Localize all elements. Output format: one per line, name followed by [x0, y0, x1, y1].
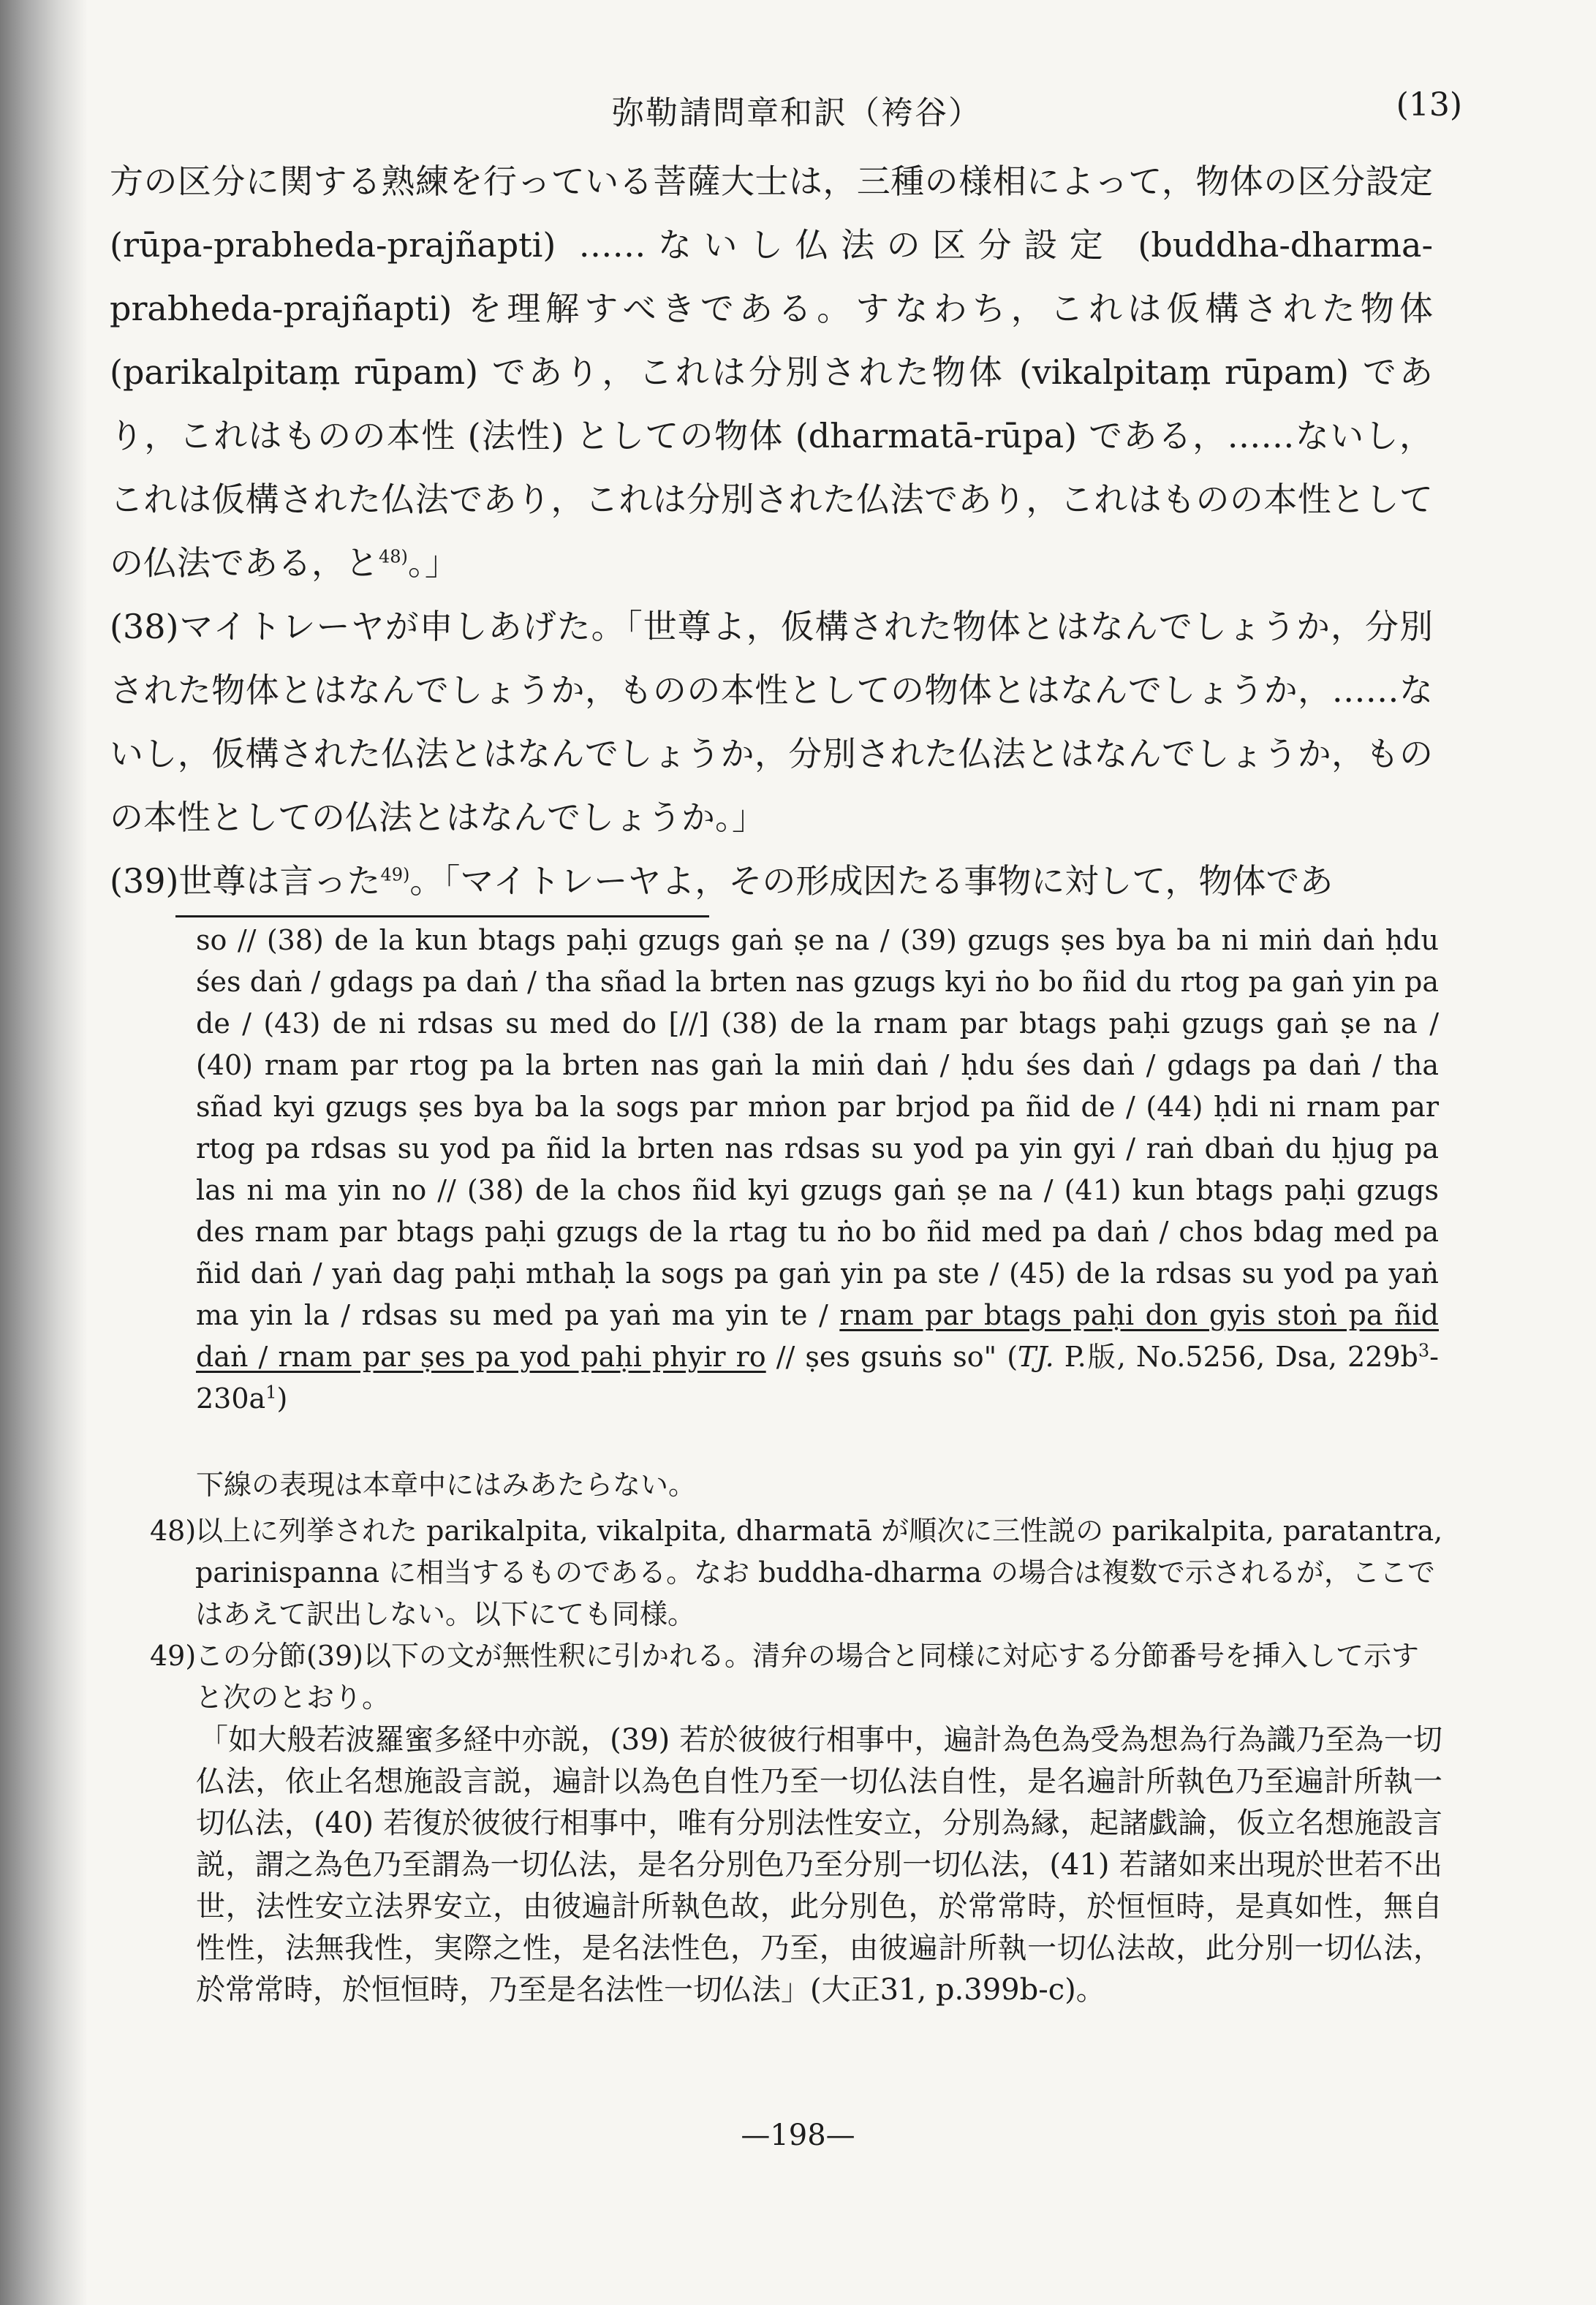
header-page-number: (13): [1396, 86, 1462, 124]
footnote-number: 48): [150, 1515, 197, 1547]
footnote-text: 以上に列挙された parikalpita, vikalpita, dharmatā が順次に三性説の parikalpita, paratantra, parinispanna に相当するものである。なお buddha-dharma の場合は複数で示されるが，ここではあえて訳出しない。以下にても同様。: [195, 1515, 1443, 1630]
footnote-text: この分節(39)以下の文が無性釈に引かれる。清弁の場合と同様に対応する分節番号を挿入して示すと次のとおり。: [195, 1640, 1420, 1714]
main-paragraph-39: (39)世尊は言った$^{49)}$。「マイトレーヤよ，その形成因たる事物に対して，物体であ: [110, 861, 1334, 901]
running-title: 弥勒請問章和訳（袴谷）: [612, 94, 982, 132]
page-number-footer: —198—: [741, 2119, 855, 2152]
footnote-ref-49: 49): [380, 864, 410, 885]
chinese-quotation: 「如大般若波羅蜜多経中亦説，(39) 若於彼彼行相事中，遍計為色為受為想為行為識乃至為一切仏法，依止名想施設言説，遍計以為色自性乃至一切仏法自性，是名遍計所執色乃至遍計所執一切仏法，(40) 若復於彼彼行相事中，唯有分別法性安立，分別為縁，起諸戯論，仮立名想施設言説，謂之為色乃至謂為一切仏法，是名分別色乃至分別一切仏法，(41) 若諸如来出現於世若不出世，法性安立法界安立，由彼遍計所執色故，此分別色，於常常時，於恒恒時，是真如性，無自性性，法無我性，実際之性，是名法性色，乃至，由彼遍計所執一切仏法故，此分別一切仏法，於常常時，於恒恒時，乃至是名法性一切仏法」(大正31, p.399b-c)。: [196, 1723, 1442, 2007]
main-paragraph-1: 方の区分に関する熟練を行っている菩薩大士は，三種の様相によって，物体の区分設定 (rūpa-prabheda-prajñapti) ……ないし仏法の区分設定 (buddha-dharma-prabheda-prajñapti) を理解すべきである。すなわち，これは仮構された物体 (parikalpitaṃ rūpam) であり，これは分別された物体 (vikalpitaṃ rūpam) であり，これはものの本性 (法性) としての物体 (dharmatā-rūpa) である，……ないし，これは仮構された仏法であり，これは分別された仏法であり，これはものの本性としての仏法である，と$^{48)}$。」: [110, 162, 1433, 583]
underline-note: 下線の表現は本章中にはみあたらない。: [196, 1469, 697, 1501]
footnote-tibetan-text: so // (38) de la kun btags paḥi gzugs gaṅ ṣe na / (39) gzugs ṣes bya ba ni miṅ daṅ ḥdu śes daṅ / gdags pa daṅ / tha sñad la brten nas gzugs kyi ṅo bo ñid du rtog pa gaṅ yin pa de / (43) de ni rdsas su med do [//] (38) de la rnam par btags paḥi gzugs gaṅ ṣe na / (40) rnam par rtog pa la brten nas gaṅ la miṅ daṅ / ḥdu śes daṅ / gdags pa daṅ / tha sñad kyi gzugs ṣes bya ba la sogs par mṅon par brjod pa ñid de / (44) ḥdi ni rnam par rtog pa rdsas su yod pa ñid la brten nas rdsas su yod pa yin gyi / raṅ dbaṅ du ḥjug pa las ni ma yin no // (38) de la chos ñid kyi gzugs gaṅ ṣe na / (41) kun btags paḥi gzugs des rnam par btags paḥi gzugs de la rtag tu ṅo bo ñid med pa daṅ / chos bdag med pa ñid daṅ / yaṅ dag paḥi mthaḥ la sogs pa gaṅ yin pa ste / (45) de la rdsas su yod pa yaṅ ma yin la / rdsas su med pa yaṅ ma yin te / rnam par btags paḥi don gyis stoṅ pa ñid daṅ / rnam par ṣes pa yod paḥi phyir ro // ṣes gsuṅs so" (TJ. P.版, No.5256, Dsa, $229b^3-230a^1$): [196, 924, 1439, 1415]
footnote-separator: [175, 915, 709, 917]
main-paragraph-38: (38)マイトレーヤが申しあげた。「世尊よ，仮構された物体とはなんでしょうか，分別された物体とはなんでしょうか，ものの本性としての物体とはなんでしょうか，……ないし，仮構された仏法とはなんでしょうか，分別された仏法とはなんでしょうか，ものの本性としての仏法とはなんでしょうか。」: [110, 607, 1434, 837]
footnote-48: [150, 1510, 1444, 1635]
footnote-list: [150, 1510, 1444, 1719]
running-header: [117, 86, 1477, 137]
footnote-49: [150, 1635, 1444, 1719]
main-text: [110, 150, 1433, 913]
citation-source: TJ.: [1018, 1341, 1054, 1373]
page-binding-shadow: [0, 0, 88, 2305]
footnote-ref-48: 48): [379, 546, 408, 567]
footnote-number: 49): [150, 1640, 197, 1672]
underlined-phrase: rnam par btags paḥi don gyis stoṅ pa ñid daṅ / rnam par ṣes pa yod paḥi phyir ro: [196, 1299, 1439, 1373]
